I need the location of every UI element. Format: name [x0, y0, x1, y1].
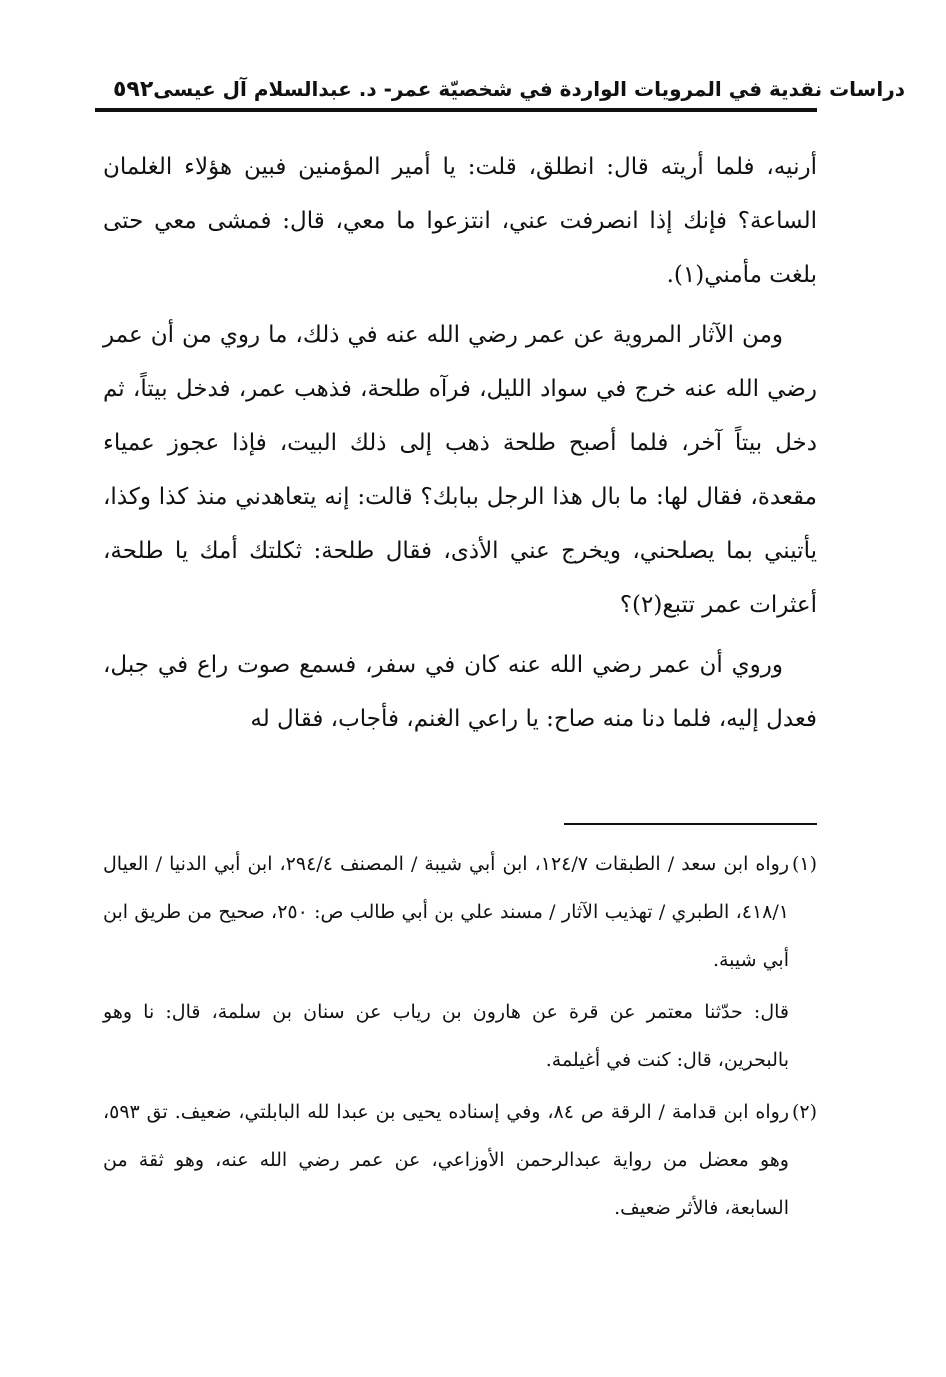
footnote-1	[103, 840, 817, 984]
main-text	[103, 140, 817, 752]
page-number: ٥٩٢	[113, 76, 154, 102]
footnote-2-marker: (٢)	[791, 1101, 817, 1123]
footnote-1-text: رواه ابن سعد / الطبقات ١٢٤/٧، ابن أبي شيبة / المصنف ٢٩٤/٤، ابن أبي الدنيا / العيال ٤١٨/١، الطبري / تهذيب الآثار / مسند علي بن أبي طالب ص: ٢٥٠، صحيح من طريق ابن أبي شيبة.	[103, 853, 790, 971]
footnote-2-text: رواه ابن قدامة / الرقة ص ٨٤، وفي إسناده يحيى بن عبدا لله البابلتي، ضعيف. تق ٥٩٣، وهو معضل من رواية عبدالرحمن الأوزاعي، عن عمر رضي الله عنه، وهو ثقة من السابعة، فالأثر ضعيف.	[103, 1101, 789, 1219]
running-head: دراسات نقدية في المرويات الواردة في شخصيّة عمر- د. عبدالسلام آل عيسى	[153, 77, 905, 101]
footnote-2	[103, 1088, 817, 1232]
footnote-1-continuation: قال: حدّثنا معتمر عن قرة عن هارون بن رياب عن سنان بن سلمة، قال: نا وهو بالبحرين، قال: كنت في أغيلمة.	[103, 1001, 789, 1071]
footnote-1-marker: (١)	[791, 853, 818, 875]
footnotes	[103, 840, 817, 1236]
paragraph-3: وروي أن عمر رضي الله عنه كان في سفر، فسمع صوت راع في جبل، فعدل إليه، فلما دنا منه صاح: يا راعي الغنم، فأجاب، فقال له	[103, 652, 817, 732]
page-header	[95, 74, 905, 104]
paragraph-2: ومن الآثار المروية عن عمر رضي الله عنه في ذلك، ما روي من أن عمر رضي الله عنه خرج في سواد الليل، فرآه طلحة، فذهب عمر، فدخل بيتاً، ثم دخل بيتاً آخر، فلما أصبح طلحة ذهب إلى ذلك البيت، فإذا عجوز عمياء مقعدة، فقال لها: ما بال هذا الرجل ببابك؟ قالت: إنه يتعاهدني منذ كذا وكذا، يأتيني بما يصلحني، ويخرج عني الأذى، فقال طلحة: ثكلتك أمك يا طلحة، أعثرات عمر تتبع(٢)؟	[103, 322, 817, 618]
book-page	[95, 60, 905, 1320]
paragraph-1: أرنيه، فلما أريته قال: انطلق، قلت: يا أمير المؤمنين فبين هؤلاء الغلمان الساعة؟ فإنك إذا انصرفت عني، انتزعوا ما معي، قال: فمشى معي حتى بلغت مأمني(١).	[103, 154, 817, 288]
footnote-separator	[564, 823, 817, 825]
header-rule	[95, 108, 817, 112]
